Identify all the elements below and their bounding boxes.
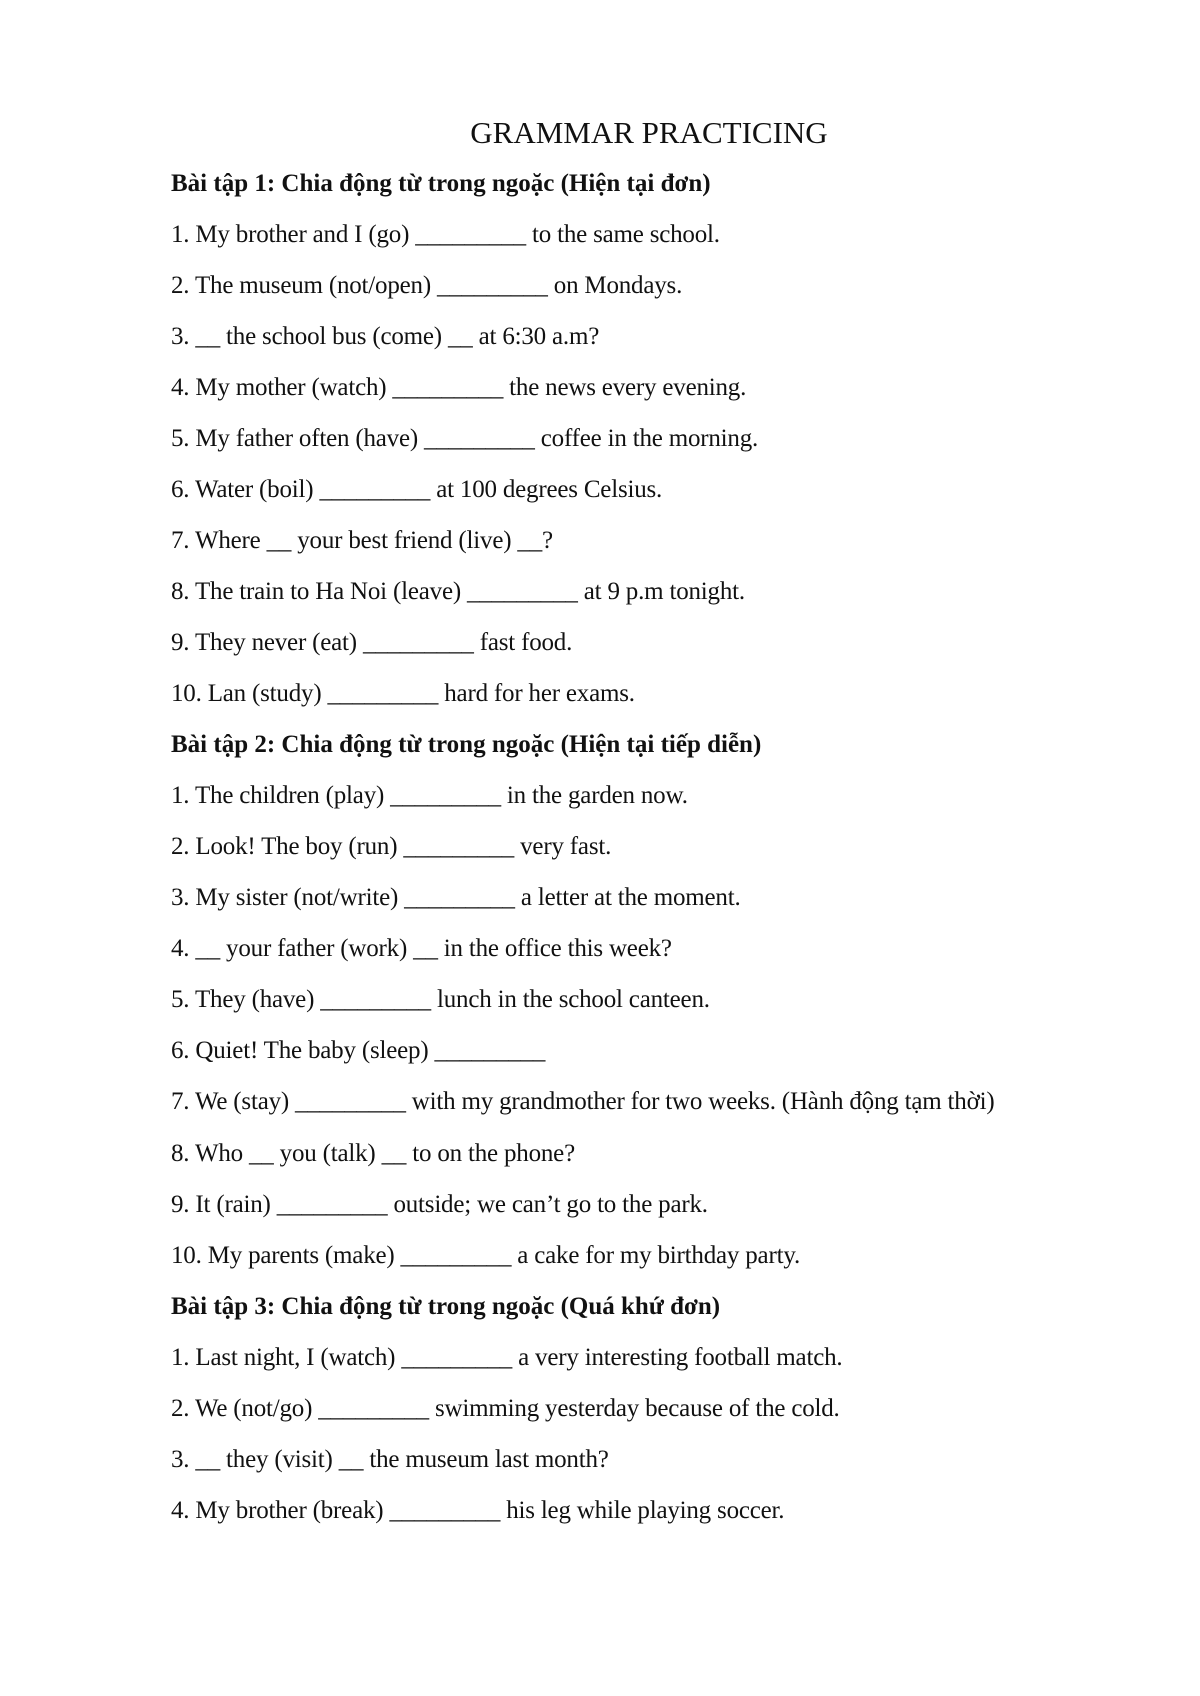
question-item: 8. The train to Ha Noi (leave) _________ at 9 p.m tonight. [171,578,745,605]
question-item: 3. __ the school bus (come) __ at 6:30 a.m? [171,323,600,350]
question-item: 9. They never (eat) _________ fast food. [171,629,573,656]
exercise-heading: Bài tập 3: Chia động từ trong ngoặc (Quá khứ đơn) [171,1293,721,1320]
question-item: 10. My parents (make) _________ a cake for my birthday party. [171,1242,801,1269]
exercise-heading: Bài tập 1: Chia động từ trong ngoặc (Hiện tại đơn) [171,170,711,197]
worksheet-page [171,108,1091,1538]
exercise-2 [171,721,1091,1283]
question-item: 4. My mother (watch) _________ the news every evening. [171,374,747,401]
question-item: 9. It (rain) _________ outside; we can’t go to the park. [171,1191,708,1218]
question-item: 5. They (have) _________ lunch in the school canteen. [171,986,710,1013]
question-item: 7. We (stay) _________ with my grandmother for two weeks. (Hành động tạm thời) [171,1088,995,1115]
question-item: 2. The museum (not/open) _________ on Mondays. [171,272,683,299]
question-item: 2. Look! The boy (run) _________ very fast. [171,833,612,860]
page-title: GRAMMAR PRACTICING [470,115,828,150]
question-item: 10. Lan (study) _________ hard for her exams. [171,680,635,707]
question-item: 5. My father often (have) _________ coffee in the morning. [171,425,759,452]
exercise-heading: Bài tập 2: Chia động từ trong ngoặc (Hiện tại tiếp diễn) [171,731,762,758]
question-item: 8. Who __ you (talk) __ to on the phone? [171,1140,575,1167]
question-item: 3. __ they (visit) __ the museum last month? [171,1446,609,1473]
question-item: 4. __ your father (work) __ in the office this week? [171,935,672,962]
question-item: 6. Quiet! The baby (sleep) _________ [171,1037,546,1064]
question-item: 2. We (not/go) _________ swimming yesterday because of the cold. [171,1395,840,1422]
exercise-1 [171,160,1091,721]
question-item: 7. Where __ your best friend (live) __? [171,527,553,554]
question-item: 1. Last night, I (watch) _________ a very interesting football match. [171,1344,843,1371]
exercise-3 [171,1283,1091,1538]
question-item: 6. Water (boil) _________ at 100 degrees Celsius. [171,476,663,503]
question-item: 3. My sister (not/write) _________ a letter at the moment. [171,884,741,911]
question-item: 1. The children (play) _________ in the garden now. [171,782,688,809]
question-item: 1. My brother and I (go) _________ to the same school. [171,221,720,248]
question-item: 4. My brother (break) _________ his leg while playing soccer. [171,1497,785,1524]
